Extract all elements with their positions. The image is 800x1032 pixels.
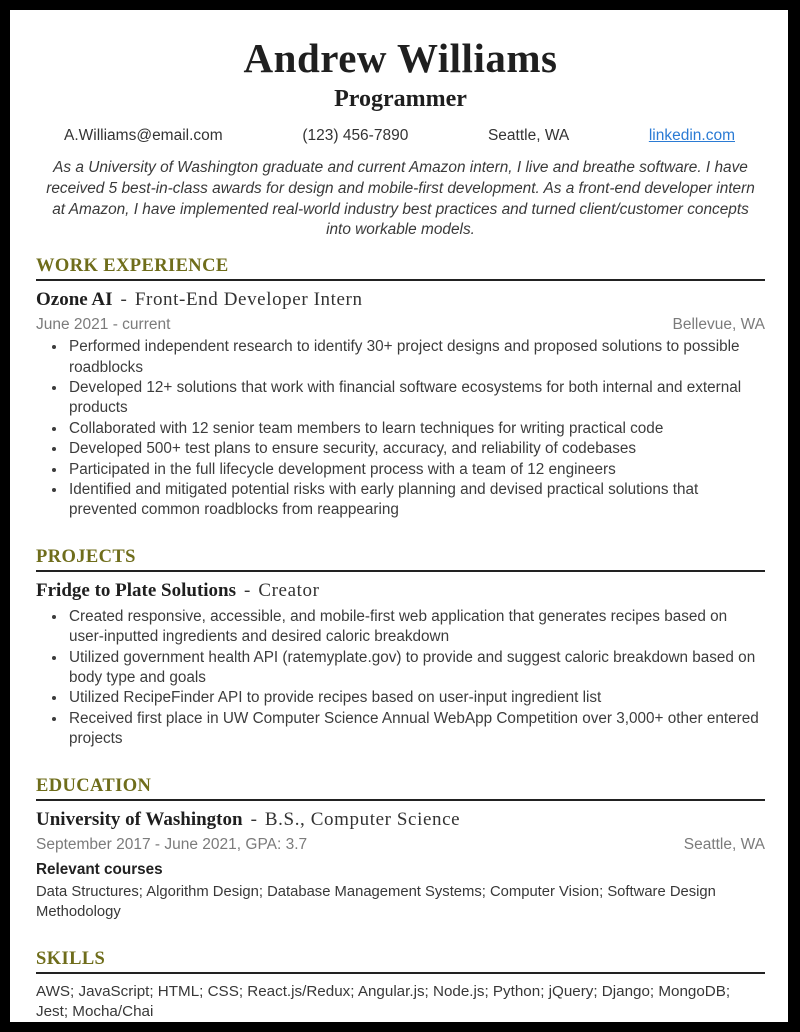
project-role: Creator (258, 579, 320, 601)
title-separator: - (244, 579, 251, 601)
skills-heading: SKILLS (36, 949, 765, 974)
bullet-item: • Received first place in UW Computer Science Annual WebApp Competition over 3,000+ other entered projects (67, 709, 765, 750)
education-location: Seattle, WA (683, 835, 765, 853)
degree-name: B.S., Computer Science (264, 808, 461, 830)
resume-page (10, 10, 788, 1022)
section-work-experience (36, 256, 765, 521)
person-title: Programmer (334, 86, 467, 112)
bullet-item: • Utilized RecipeFinder API to provide recipes based on user-input ingredient list (67, 688, 765, 708)
project-name: Fridge to Plate Solutions (36, 579, 237, 601)
title-separator: - (250, 808, 257, 830)
contact-row (36, 127, 765, 145)
project-bullet-list (36, 607, 765, 750)
person-name: Andrew Williams (243, 35, 558, 81)
summary-text: As a University of Washington graduate and current Amazon intern, I live and breathe software. I have received 5 best-in-class awards for design and mobile-first development. As a front-end developer intern at Amazon, I have implemented real-world industry best practices and turned client/customer concepts into workable models. (46, 159, 755, 239)
bullet-item: • Developed 12+ solutions that work with financial software ecosystems for both internal and external products (67, 378, 765, 419)
education-meta-row (36, 836, 765, 854)
bullet-item: • Performed independent research to identify 30+ project designs and proposed solutions to possible roadblocks (67, 337, 765, 378)
linkedin-link[interactable]: linkedin.com (648, 127, 735, 144)
school-name: University of Washington (36, 808, 243, 830)
bullet-item: • Identified and mitigated potential risks with early planning and devised practical solutions that prevented common roadblocks from reappearing (67, 480, 765, 521)
project-entry-title (36, 580, 765, 602)
education-entry-title (36, 809, 765, 831)
skills-list: AWS; JavaScript; HTML; CSS; React.js/Redux; Angular.js; Node.js; Python; jQuery; Django; MongoDB; Jest; Mocha/Chai (36, 982, 731, 1021)
projects-heading: PROJECTS (36, 547, 765, 572)
company-name: Ozone AI (36, 289, 113, 311)
contact-phone: (123) 456-7890 (302, 127, 409, 144)
work-entry-title (36, 289, 765, 311)
work-meta-row (36, 316, 765, 334)
resume-header (36, 34, 765, 241)
bullet-item: • Utilized government health API (ratemyplate.gov) to provide and suggest caloric breakdown based on body type and goals (67, 648, 765, 689)
work-dates: June 2021 - current (36, 316, 171, 334)
job-title: Front-End Developer Intern (134, 289, 363, 311)
bullet-item: • Created responsive, accessible, and mobile-first web application that generates recipes based on user-inputted ingredients and desired caloric breakdown (67, 607, 765, 648)
section-projects (36, 547, 765, 750)
work-experience-heading: WORK EXPERIENCE (36, 256, 765, 281)
work-location: Bellevue, WA (672, 316, 765, 334)
education-dates-gpa: September 2017 - June 2021, GPA: 3.7 (36, 835, 308, 853)
education-heading: EDUCATION (36, 776, 765, 801)
relevant-courses-label: Relevant courses (36, 860, 163, 878)
contact-email: A.Williams@email.com (64, 127, 223, 144)
bullet-item: • Developed 500+ test plans to ensure security, accuracy, and reliability of codebases (67, 439, 765, 459)
contact-location: Seattle, WA (487, 127, 570, 144)
title-separator: - (120, 289, 127, 311)
section-education (36, 776, 765, 923)
bullet-item: • Participated in the full lifecycle development process with a team of 12 engineers (67, 460, 765, 480)
relevant-courses-list: Data Structures; Algorithm Design; Database Management Systems; Computer Vision; Software Design Methodology (36, 883, 716, 921)
section-skills (36, 949, 765, 1022)
bullet-item: • Collaborated with 12 senior team members to learn techniques for writing practical code (67, 419, 765, 439)
work-bullet-list (36, 337, 765, 521)
